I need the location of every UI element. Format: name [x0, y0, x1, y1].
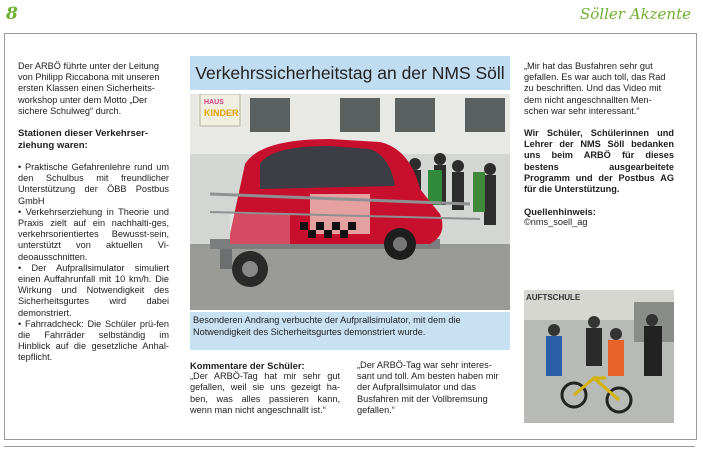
station-item: • Fahrradcheck: Die Schüler prü-fen die Fahrräder selbständig im Hinblick auf die gesetzliche Anhal-tepflicht.: [18, 318, 169, 363]
student-comment: „Der ARBÖ-Tag war sehr interes-sant und toll. Am besten haben mir der Aufprallsimulator und das Busfahren mit der Vollbremsung gefallen.“: [357, 360, 499, 415]
thanks-paragraph: Wir Schüler, Schülerinnen und Lehrer der NMS Söll bedanken uns beim ARBÖ für dieses bestens ausgearbeitete Programm und der Postbus AG für die Unterstützung.: [524, 128, 674, 195]
page-header: [0, 0, 703, 30]
photo-sign-line1: HAUS: [204, 99, 224, 106]
student-comment: „Mir hat das Busfahren sehr gut gefallen. Es war auch toll, das Rad zu beschriften. Und das Video mit dem nicht angeschnallten Men-schen war sehr interessant.“: [524, 61, 666, 116]
left-column: [18, 61, 169, 364]
photo-small-sign: AUFTSCHULE: [526, 293, 581, 302]
photo-sign-line2: KINDER: [204, 108, 239, 118]
right-column: [524, 61, 674, 229]
page-number: 8: [6, 4, 18, 24]
intro-paragraph: Der ARBÖ führte unter der Leitung von Philipp Riccabona mit unseren ersten Klassen einen Sicherheits-workshop unter dem Motto „Der sichere Schulweg“ durch.: [18, 61, 160, 116]
article-title-box: [190, 56, 510, 90]
publication-name: Söller Akzente: [580, 5, 691, 23]
comments-heading: Kommentare der Schüler:: [190, 360, 305, 371]
divider: [4, 446, 695, 447]
photo-crash-simulator: [190, 94, 510, 310]
photo-caption: Besonderen Andrang verbuchte der Aufprallsimulator, mit dem die Notwendigkeit des Sicherheitsgurtes demonstriert wurde.: [190, 312, 510, 350]
comments-column-2: [357, 360, 509, 416]
source-credit: ©nms_soell_ag: [524, 217, 588, 228]
student-comment: „Der ARBÖ-Tag hat mir sehr gut gefallen, weil sie uns gezeigt ha-ben, was alles passieren kann, wenn man nicht angeschnallt ist.“: [190, 371, 340, 415]
stations-heading: Stationen dieser Verkehrser-ziehung waren:: [18, 128, 149, 151]
station-item: • Praktische Gefahrenlehre rund um den Schulbus mit freundlicher Unterstützung der ÖBB Postbus GmbH: [18, 162, 169, 206]
station-item: • Der Aufprallsimulator simuliert einen Auffahrunfall mit 10 km/h. Die Wirkung und Notwendigkeit des Sicherheitsgurtes wird dabei demonstriert.: [18, 262, 169, 318]
photo-bike-check: [524, 290, 674, 423]
station-item: • Verkehrserziehung in Theorie und Praxis zielt auf ein nachhalti-ges, verkehrsorientiertes Bewusst-sein, unterstützt von aktuellen Vi-deoausschnitten.: [18, 206, 169, 262]
comments-column-1: [190, 360, 340, 416]
source-heading: Quellenhinweis:: [524, 206, 596, 218]
article-title: Verkehrssicherheitstag an der NMS Söll: [195, 63, 505, 83]
